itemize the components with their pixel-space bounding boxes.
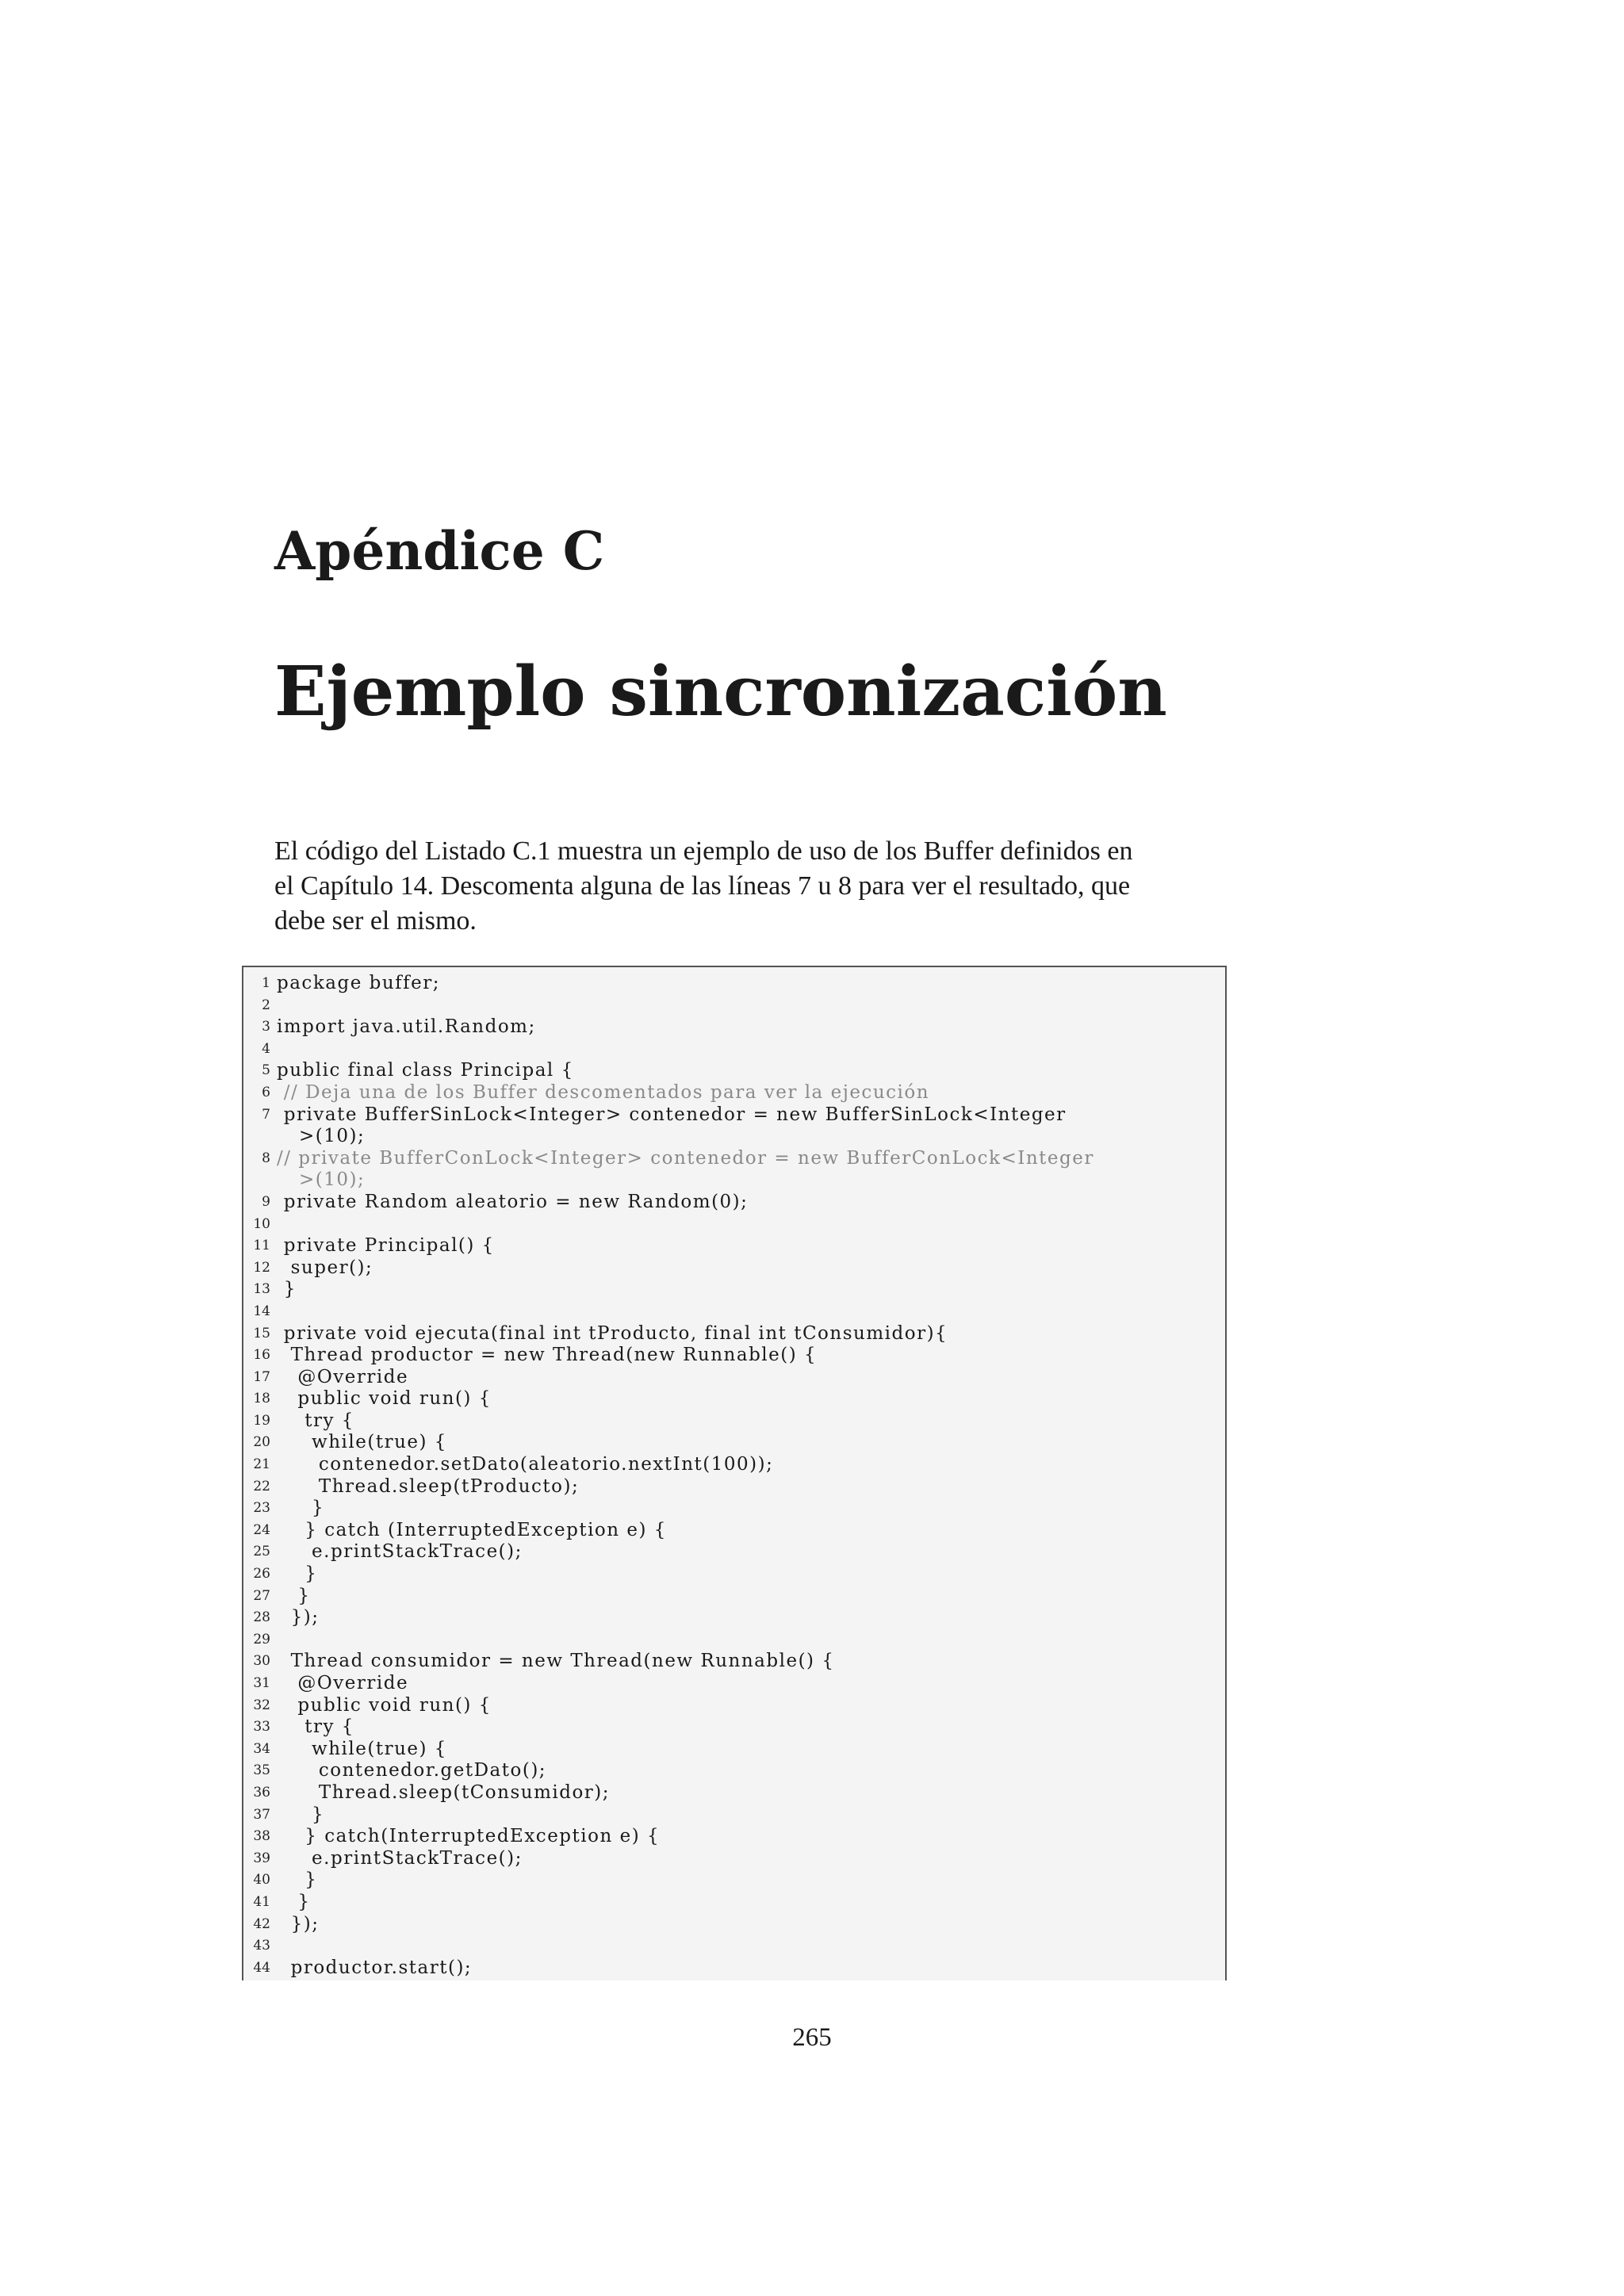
code-line — [243, 1235, 1225, 1257]
code-text: Thread.sleep(tProducto); — [277, 1475, 580, 1497]
code-line — [243, 1629, 1225, 1651]
code-line — [243, 1586, 1225, 1608]
code-text: while(true) { — [277, 1432, 447, 1453]
code-text: e.printStackTrace(); — [277, 1541, 523, 1563]
code-line — [243, 1498, 1225, 1520]
page-number: 265 — [792, 2023, 832, 2052]
code-line — [243, 1826, 1225, 1848]
code-line — [243, 1869, 1225, 1892]
code-text: Thread productor = new Thread(new Runnable() { — [277, 1345, 818, 1366]
code-text: private BufferSinLock<Integer> contenedor = new BufferSinLock<Integer — [277, 1104, 1067, 1125]
line-number: 27 — [253, 1587, 270, 1604]
line-number: 9 — [262, 1193, 270, 1210]
line-number: 31 — [253, 1675, 270, 1691]
code-line — [243, 1432, 1225, 1454]
line-number: 11 — [253, 1238, 270, 1254]
line-number: 18 — [253, 1391, 270, 1407]
code-text: while(true) { — [277, 1738, 447, 1759]
code-line — [243, 1563, 1225, 1586]
code-text: } — [277, 1563, 318, 1585]
code-text: private void ejecuta(final int tProducto, final int tConsumidor){ — [277, 1322, 948, 1344]
code-text: try { — [277, 1716, 354, 1738]
line-number: 19 — [253, 1412, 270, 1429]
code-text: >(10); — [299, 1126, 366, 1147]
code-line — [243, 1695, 1225, 1717]
line-number: 20 — [253, 1434, 270, 1451]
chapter-label: Apéndice C — [274, 520, 605, 582]
code-text: }); — [277, 1607, 320, 1628]
code-text: public final class Principal { — [277, 1060, 574, 1081]
code-text: super(); — [277, 1257, 373, 1278]
line-number: 35 — [253, 1762, 270, 1779]
line-number: 2 — [262, 997, 270, 1013]
line-number: 7 — [262, 1106, 270, 1123]
code-line — [243, 1607, 1225, 1629]
code-text: public void run() { — [277, 1694, 492, 1716]
code-line — [243, 1804, 1225, 1827]
code-text: try { — [277, 1410, 354, 1431]
line-number: 1 — [262, 975, 270, 991]
code-line — [243, 1476, 1225, 1498]
code-line — [243, 1673, 1225, 1695]
code-text: } — [277, 1279, 297, 1300]
code-line — [243, 1082, 1225, 1104]
code-text: productor.start(); — [277, 1957, 473, 1978]
line-number: 22 — [253, 1478, 270, 1494]
code-line — [243, 1192, 1225, 1214]
code-text: @Override — [277, 1673, 409, 1693]
code-text: // private BufferConLock<Integer> contenedor = new BufferConLock<Integer — [277, 1147, 1094, 1169]
code-text: package buffer; — [277, 973, 441, 993]
line-number: 17 — [253, 1368, 270, 1385]
code-line — [243, 1345, 1225, 1367]
code-line — [243, 1301, 1225, 1323]
code-text: } catch(InterruptedException e) { — [277, 1826, 661, 1847]
code-text: Thread.sleep(tConsumidor); — [277, 1781, 611, 1803]
code-line — [243, 1169, 1225, 1192]
line-number: 40 — [253, 1872, 270, 1888]
line-number: 24 — [253, 1521, 270, 1538]
code-text: private Principal() { — [277, 1235, 495, 1257]
line-number: 26 — [253, 1566, 270, 1582]
line-number: 34 — [253, 1740, 270, 1757]
code-text: // Deja una de los Buffer descomentados para ver la ejecución — [277, 1081, 930, 1103]
code-text: >(10); — [299, 1169, 366, 1191]
code-line — [243, 1323, 1225, 1345]
code-line — [243, 1935, 1225, 1957]
line-number: 4 — [262, 1040, 270, 1057]
code-line — [243, 1060, 1225, 1082]
code-line — [243, 1126, 1225, 1148]
line-number: 38 — [253, 1828, 270, 1845]
line-number: 32 — [253, 1697, 270, 1713]
code-line — [243, 1892, 1225, 1914]
code-line — [243, 1257, 1225, 1280]
line-number: 25 — [253, 1544, 270, 1560]
code-text: contenedor.getDato(); — [277, 1760, 547, 1781]
code-line — [243, 1148, 1225, 1170]
code-line — [243, 1739, 1225, 1761]
line-number: 12 — [253, 1259, 270, 1276]
intro-line: el Capítulo 14. Descomenta alguna de las líneas 7 u 8 para ver el resultado, que — [274, 871, 1131, 901]
intro-paragraph — [274, 834, 1226, 939]
code-line — [243, 1016, 1225, 1039]
line-number: 6 — [262, 1084, 270, 1100]
code-text: contenedor.setDato(aleatorio.nextInt(100)); — [277, 1454, 774, 1475]
code-text: public void run() { — [277, 1388, 492, 1410]
line-number: 23 — [253, 1500, 270, 1517]
code-line — [243, 1914, 1225, 1936]
line-number: 44 — [253, 1959, 270, 1976]
code-line — [243, 1716, 1225, 1739]
code-line — [243, 1214, 1225, 1236]
code-block — [243, 973, 1225, 1979]
line-number: 37 — [253, 1806, 270, 1823]
line-number: 10 — [253, 1215, 270, 1232]
line-number: 41 — [253, 1893, 270, 1910]
code-text: } — [277, 1869, 318, 1891]
line-number: 39 — [253, 1850, 270, 1866]
code-listing — [242, 966, 1227, 1980]
intro-line: El código del Listado C.1 muestra un ejemplo de uso de los Buffer definidos en — [274, 836, 1133, 866]
line-number: 33 — [253, 1719, 270, 1735]
line-number: 36 — [253, 1784, 270, 1800]
line-number: 13 — [253, 1281, 270, 1298]
code-text: } — [277, 1891, 311, 1912]
code-line — [243, 1957, 1225, 1980]
code-text: }); — [277, 1913, 320, 1934]
code-text: } catch (InterruptedException e) { — [277, 1519, 667, 1540]
code-line — [243, 1388, 1225, 1410]
line-number: 42 — [253, 1915, 270, 1932]
code-text: } — [277, 1585, 311, 1606]
code-line — [243, 1410, 1225, 1433]
code-line — [243, 1651, 1225, 1673]
code-line — [243, 1782, 1225, 1804]
code-text: e.printStackTrace(); — [277, 1847, 523, 1869]
code-line — [243, 1104, 1225, 1127]
line-number: 5 — [262, 1062, 270, 1079]
code-line — [243, 1039, 1225, 1061]
code-text: import java.util.Random; — [277, 1016, 536, 1038]
code-line — [243, 1454, 1225, 1476]
code-line — [243, 1520, 1225, 1542]
intro-line: debe ser el mismo. — [274, 906, 477, 936]
line-number: 3 — [262, 1019, 270, 1035]
code-line — [243, 1367, 1225, 1389]
code-text: private Random aleatorio = new Random(0); — [277, 1191, 749, 1212]
chapter-title: Ejemplo sincronización — [274, 652, 1167, 732]
line-number: 43 — [253, 1938, 270, 1954]
line-number: 29 — [253, 1631, 270, 1647]
code-text: @Override — [277, 1366, 409, 1387]
code-line — [243, 973, 1225, 995]
line-number: 8 — [262, 1150, 270, 1166]
code-text: } — [277, 1804, 325, 1825]
code-text: } — [277, 1498, 325, 1519]
code-line — [243, 1279, 1225, 1301]
line-number: 16 — [253, 1347, 270, 1364]
code-text: Thread consumidor = new Thread(new Runnable() { — [277, 1651, 835, 1672]
code-line — [243, 1848, 1225, 1870]
code-line — [243, 995, 1225, 1017]
line-number: 15 — [253, 1325, 270, 1341]
code-line — [243, 1541, 1225, 1563]
line-number: 28 — [253, 1609, 270, 1626]
line-number: 30 — [253, 1653, 270, 1670]
code-line — [243, 1760, 1225, 1782]
line-number: 21 — [253, 1456, 270, 1473]
line-number: 14 — [253, 1303, 270, 1319]
